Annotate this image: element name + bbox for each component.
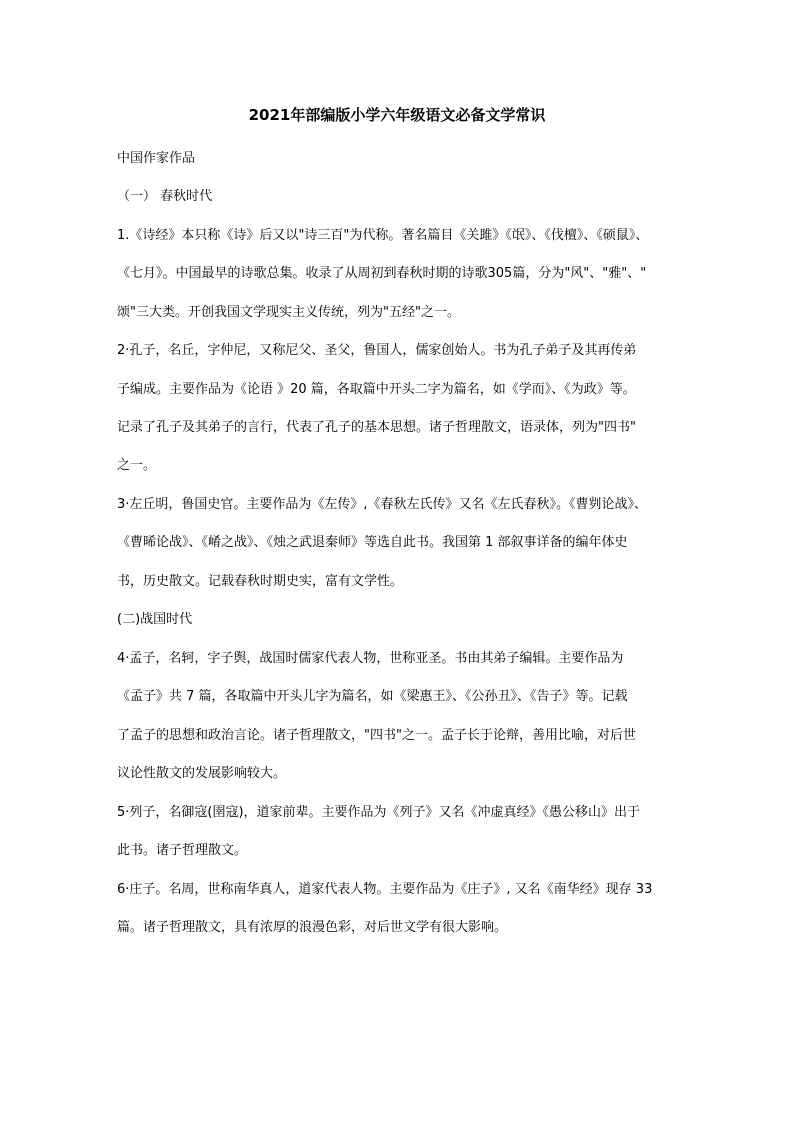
subsection-heading-spring-autumn: （一） 春秋时代 <box>117 189 213 204</box>
paragraph-line: 议论性散文的发展影响较大。 <box>117 766 287 781</box>
paragraph-line: 6·庄子。名周，世称南华真人，道家代表人物。主要作品为《庄子》, 又名《南华经》现存 33 <box>117 882 653 897</box>
paragraph-line: 颂"三大类。开创我国文学现实主义传统，列为"五经"之一。 <box>117 305 460 320</box>
document-title: 2021年部编版小学六年级语文必备文学常识 <box>248 106 546 124</box>
paragraph-line: 子编成。主要作品为《论语 》20 篇，各取篇中开头二字为篇名，如《学而》、《为政》等。 <box>117 382 636 397</box>
paragraph-line: 1.《诗经》本只称《诗》后又以"诗三百"为代称。著名篇目《关雎》《氓》、《伐檀》、《硕鼠》、 <box>117 228 649 243</box>
paragraph-line: 3·左丘明，鲁国史官。主要作品为《左传》,《春秋左氏传》又名《左氏春秋》。《曹刿论战》、 <box>117 497 648 512</box>
paragraph-line: 5·列子，名御寇(圉寇)，道家前辈。主要作品为《列子》又名《冲虚真经》《愚公移山》出于 <box>117 805 641 820</box>
paragraph-line: 之一。 <box>117 458 157 473</box>
paragraph-line: 书，历史散文。记载春秋时期史实，富有文学性。 <box>117 574 404 589</box>
paragraph-line: 2·孔子，名丘，字仲尼，又称尼父、圣父，鲁国人，儒家创始人。书为孔子弟子及其再传弟 <box>117 343 637 358</box>
paragraph-line: 记录了孔子及其弟子的言行，代表了孔子的基本思想。诸子哲理散文，语录体，列为"四书" <box>117 420 636 435</box>
subsection-heading-warring-states: (二)战国时代 <box>117 612 193 627</box>
paragraph-line: 《七月》。中国最早的诗歌总集。收录了从周初到春秋时期的诗歌305篇，分为"风"、"雅"、" <box>117 266 647 281</box>
paragraph-line: 《曹晞论战》、《崤之战》、《烛之武退秦师》等选自此书。我国第 1 部叙事详备的编年体史 <box>117 535 628 550</box>
paragraph-line: 《孟子》共 7 篇，各取篇中开头儿字为篇名，如《梁惠王》、《公孙丑》、《告子》等。记载 <box>117 689 628 704</box>
paragraph-line: 了孟子的思想和政治言论。诸子哲理散文，"四书"之一。孟子长于论辩，善用比喻，对后世 <box>117 728 636 743</box>
paragraph-line: 4·孟子，名轲，字子舆，战国时儒家代表人物，世称亚圣。书由其弟子编辑。主要作品为 <box>117 651 624 666</box>
paragraph-line: 此书。诸子哲理散文。 <box>117 843 248 858</box>
paragraph-line: 篇。诸子哲理散文，具有浓厚的浪漫色彩，对后世文学有很大影响。 <box>117 920 508 935</box>
section-heading-chinese-authors: 中国作家作品 <box>117 151 196 166</box>
